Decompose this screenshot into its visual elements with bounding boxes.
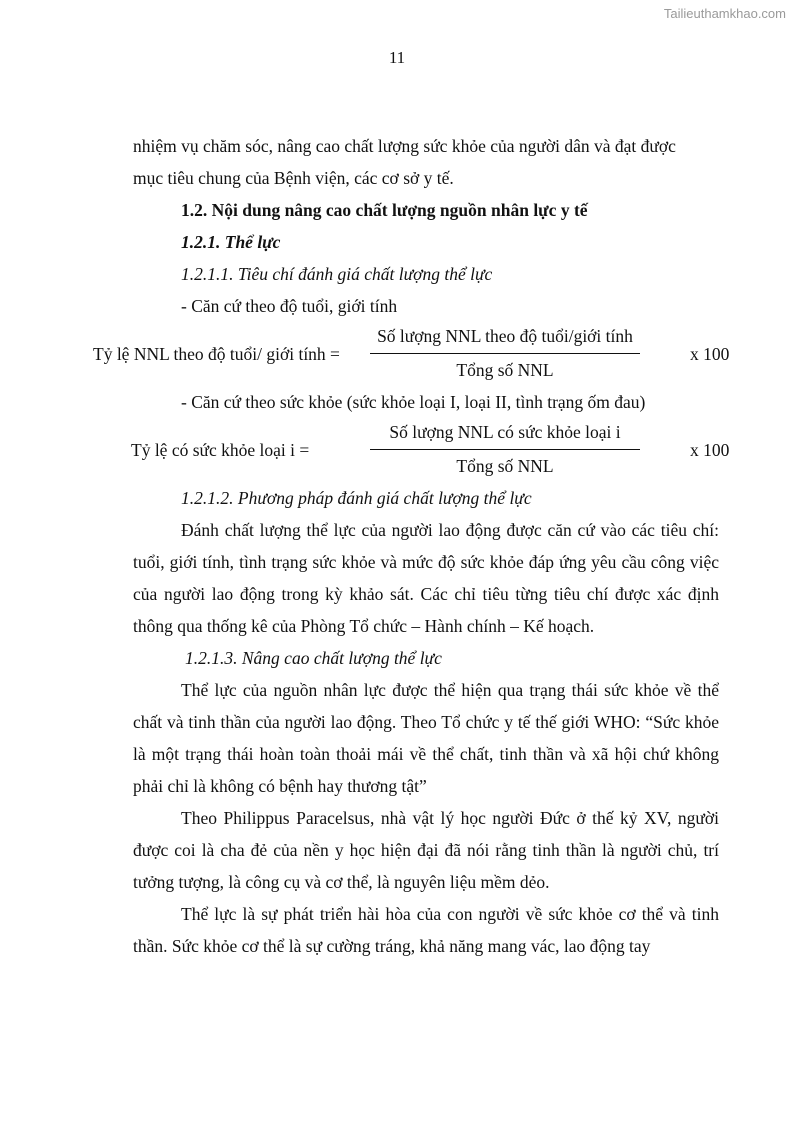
page-number: 11 <box>388 48 406 67</box>
paragraph-who: Thể lực của nguồn nhân lực được thể hiện qua trạng thái sức khỏe về thể chất và tinh thần của người lao động. Theo Tổ chức y tế thế giới WHO: “Sức khỏe là một trạng thái hoàn toàn thoải mái về thể chất, tinh thần và xã hội chứ không phải chỉ là không có bệnh hay thương tật” <box>133 680 719 796</box>
document-body <box>93 130 730 962</box>
formula-2-numerator: Số lượng NNL có sức khỏe loại i <box>389 422 621 442</box>
formula-1-lhs: Tỷ lệ NNL theo độ tuổi/ giới tính = <box>93 344 340 364</box>
paragraph-intro-line-2: mục tiêu chung của Bệnh viện, các cơ sở y tế. <box>133 168 454 188</box>
formula-2-denominator: Tổng số NNL <box>456 456 554 476</box>
paragraph-method: Đánh chất lượng thể lực của người lao động được căn cứ vào các tiêu chí: tuổi, giới tính, tình trạng sức khỏe và mức độ sức khỏe đáp ứng yêu cầu công việc của người lao động trong kỳ khảo sát. Các chỉ tiêu từng tiêu chí được xác định thông qua thống kê của Phòng Tổ chức – Hành chính – Kế hoạch. <box>133 520 719 636</box>
heading-1-2: 1.2. Nội dung nâng cao chất lượng nguồn nhân lực y tế <box>181 200 588 220</box>
formula-2-lhs: Tỷ lệ có sức khỏe loại i = <box>131 440 310 460</box>
paragraph-intro-line-1: nhiệm vụ chăm sóc, nâng cao chất lượng sức khỏe của người dân và đạt được <box>133 136 676 156</box>
heading-1-2-1-3: 1.2.1.3. Nâng cao chất lượng thể lực <box>185 648 442 668</box>
watermark: Tailieuthamkhao.com <box>663 6 786 21</box>
formula-1-multiplier: x 100 <box>690 344 730 364</box>
bullet-age-gender: - Căn cứ theo độ tuổi, giới tính <box>181 296 398 316</box>
paragraph-paracelsus: Theo Philippus Paracelsus, nhà vật lý học người Đức ở thế kỷ XV, người được coi là cha đẻ của nền y học hiện đại đã nói rằng tinh thần là người chủ, trí tưởng tượng, là công cụ và cơ thể, là nguyên liệu mềm dẻo. <box>133 808 719 892</box>
bullet-health: - Căn cứ theo sức khỏe (sức khỏe loại I, loại II, tình trạng ốm đau) <box>181 392 646 412</box>
paragraph-physical: Thể lực là sự phát triển hài hòa của con người về sức khỏe cơ thể và tinh thần. Sức khỏe cơ thể là sự cường tráng, khả năng mang vác, lao động tay <box>133 904 719 956</box>
formula-2-multiplier: x 100 <box>690 440 730 460</box>
heading-1-2-1-2: 1.2.1.2. Phương pháp đánh giá chất lượng thể lực <box>181 488 532 508</box>
formula-1-numerator: Số lượng NNL theo độ tuổi/giới tính <box>377 326 633 346</box>
heading-1-2-1-1: 1.2.1.1. Tiêu chí đánh giá chất lượng thể lực <box>181 264 493 284</box>
formula-1-denominator: Tổng số NNL <box>456 360 554 380</box>
formula-health <box>0 418 794 482</box>
formula-age-gender <box>0 322 794 386</box>
heading-1-2-1: 1.2.1. Thể lực <box>181 232 281 252</box>
